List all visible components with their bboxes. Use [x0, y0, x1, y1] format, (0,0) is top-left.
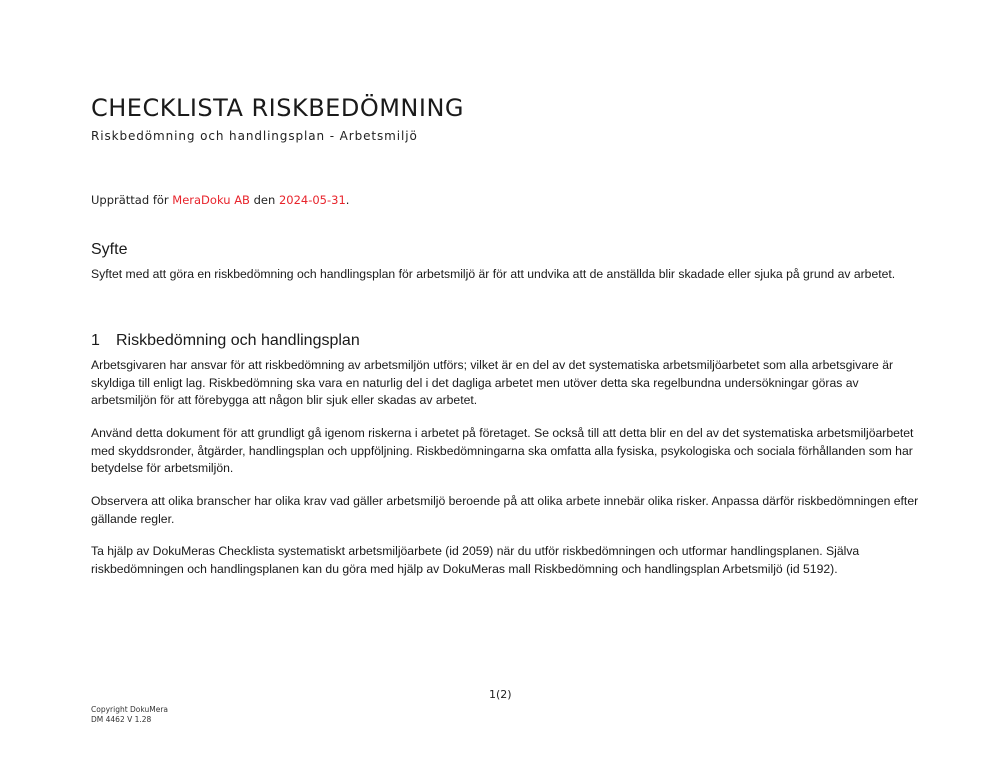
section-heading-text: Riskbedömning och handlingsplan	[116, 332, 360, 349]
document-title: CHECKLISTA RISKBEDÖMNING	[91, 94, 465, 122]
footer-version: DM 4462 V 1.28	[91, 715, 152, 724]
paragraph-4: Ta hjälp av DokuMeras Checklista systematiskt arbetsmiljöarbete (id 2059) när du utför riskbedömningen och utformar handlingsplanen. Själva riskbedömningen och handlingsplanen kan du göra med hjälp av DokuMeras mall Riskbedömning och handlingsplan Arbetsmiljö (id 5192).	[91, 544, 860, 576]
prepared-middle: den	[249, 193, 279, 207]
section-heading-riskbedomning	[91, 332, 360, 350]
paragraph-1: Arbetsgivaren har ansvar för att riskbedömning av arbetsmiljön utförs; vilket är en del av det systematiska arbetsmiljöarbetet som alla arbetsgivare är skyldiga till enligt lag. Riskbedömning ska vara en naturlig del i det dagliga arbetet men utöver detta ska regelbundna undersökningar göras av arbetsmiljön för att förebygga att någon blir sjuk eller skadas av arbetet.	[91, 358, 894, 407]
company-name: MeraDoku AB	[172, 193, 250, 207]
section-heading-syfte: Syfte	[91, 241, 128, 258]
document-subtitle: Riskbedömning och handlingsplan - Arbetsmiljö	[91, 129, 418, 143]
footer	[91, 705, 168, 725]
prepared-for-line	[91, 193, 349, 207]
prepared-suffix: .	[345, 193, 350, 207]
prepared-prefix: Upprättad för	[91, 193, 173, 207]
paragraph-syfte: Syftet med att göra en riskbedömning och handlingsplan för arbetsmiljö är för att undvika att de anställda blir skadade eller sjuka på grund av arbetet.	[91, 267, 896, 281]
section-number: 1	[91, 332, 100, 349]
prepared-date: 2024-05-31	[278, 193, 346, 207]
paragraph-2: Använd detta dokument för att grundligt gå igenom riskerna i arbetet på företaget. Se också till att detta blir en del av det systematiska arbetsmiljöarbetet med skyddsronder, åtgärder, handlingsplan och uppföljning. Riskbedömningarna ska omfatta alla fysiska, psykologiska och sociala förhållanden som har betydelse för arbetsmiljön.	[91, 426, 914, 475]
paragraph-3: Observera att olika branscher har olika krav vad gäller arbetsmiljö beroende på att olika arbete innebär olika risker. Anpassa därför riskbedömningen efter gällande regler.	[91, 494, 919, 526]
page-number: 1(2)	[489, 688, 512, 701]
footer-copyright: Copyright DokuMera	[91, 705, 169, 714]
